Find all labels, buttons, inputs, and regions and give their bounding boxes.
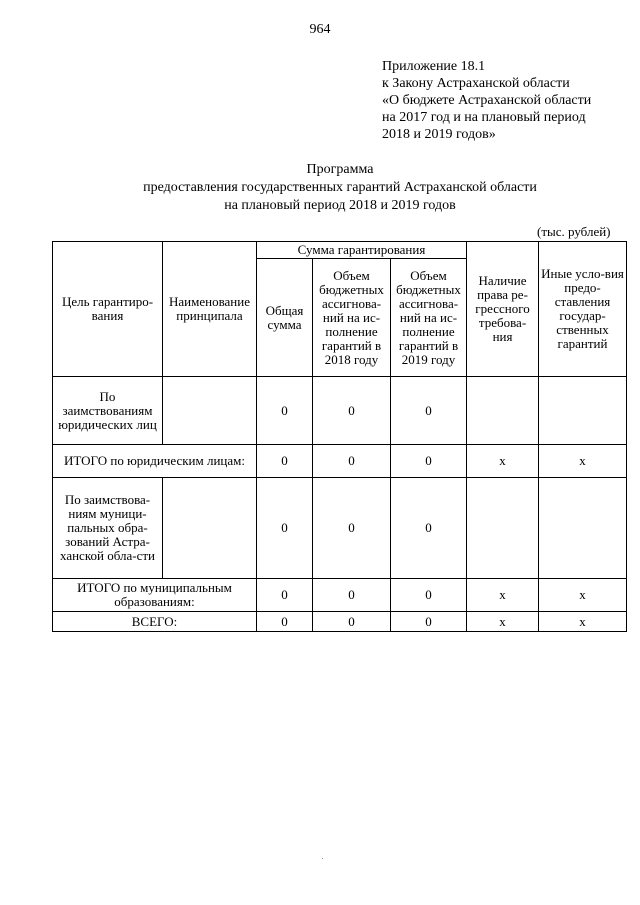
cell-volume-2019: 0 [391,478,467,579]
title-line-1: Программа [306,162,374,177]
cell-goal: По заимствова-ниям муници-пальных обра-зований Астра-ханской обла-сти [53,478,163,579]
total-row [53,612,627,632]
scan-speck [322,858,323,859]
cell-total: 0 [257,478,313,579]
cell-other [539,377,627,445]
header-volume-2019: Объем бюджетных ассигнова-ний на ис-полнение гарантий в 2019 году [391,259,467,377]
cell-goal: По заимствованиям юридических лиц [53,377,163,445]
header-other-conditions: Иные усло-вия предо-ставления государ-ственных гарантий [539,242,627,377]
cell-volume-2018: 0 [313,612,391,632]
header-volume-2018: Объем бюджетных ассигнова-ний на ис-полнение гарантий в 2018 году [313,259,391,377]
cell-total: 0 [257,445,313,478]
cell-volume-2018: 0 [313,579,391,612]
cell-volume-2019: 0 [391,445,467,478]
cell-volume-2019: 0 [391,377,467,445]
cell-regress: х [467,445,539,478]
subtotal-row [53,445,627,478]
appendix-line: Приложение 18.1 [382,59,486,74]
appendix-line: 2018 и 2019 годов» [382,127,496,142]
cell-volume-2018: 0 [313,377,391,445]
header-regress: Наличие права ре-грессного требова-ния [467,242,539,377]
cell-regress [467,478,539,579]
cell-other: х [539,445,627,478]
cell-regress: х [467,612,539,632]
cell-total: 0 [257,612,313,632]
appendix-line: к Закону Астраханской области [382,76,570,91]
cell-volume-2018: 0 [313,445,391,478]
units-note: (тыс. рублей) [537,224,611,239]
cell-other [539,478,627,579]
title-line-3: на плановый период 2018 и 2019 годов [224,198,456,213]
header-sum-group: Сумма гарантирования [257,242,467,259]
appendix-line: «О бюджете Астраханской области [382,93,592,108]
cell-total: 0 [257,579,313,612]
cell-principal [163,377,257,445]
table-row [53,377,627,445]
header-principal: Наименование принципала [163,242,257,377]
cell-volume-2018: 0 [313,478,391,579]
cell-subtotal-label: ИТОГО по муниципальным образованиям: [53,579,257,612]
header-total: Общая сумма [257,259,313,377]
document-title [0,161,640,215]
subtotal-row [53,579,627,612]
header-goal: Цель гарантиро-вания [53,242,163,377]
guarantees-table [52,241,627,632]
page-number: 964 [309,22,331,37]
cell-volume-2019: 0 [391,579,467,612]
cell-principal [163,478,257,579]
title-line-2: предоставления государственных гарантий Астраханской области [143,180,537,195]
cell-total: 0 [257,377,313,445]
cell-regress: х [467,579,539,612]
cell-other: х [539,579,627,612]
cell-regress [467,377,539,445]
appendix-line: на 2017 год и на плановый период [382,110,586,125]
cell-volume-2019: 0 [391,612,467,632]
cell-subtotal-label: ИТОГО по юридическим лицам: [53,445,257,478]
appendix-block [382,58,591,143]
table-row [53,478,627,579]
cell-other: х [539,612,627,632]
cell-grand-total-label: ВСЕГО: [53,612,257,632]
